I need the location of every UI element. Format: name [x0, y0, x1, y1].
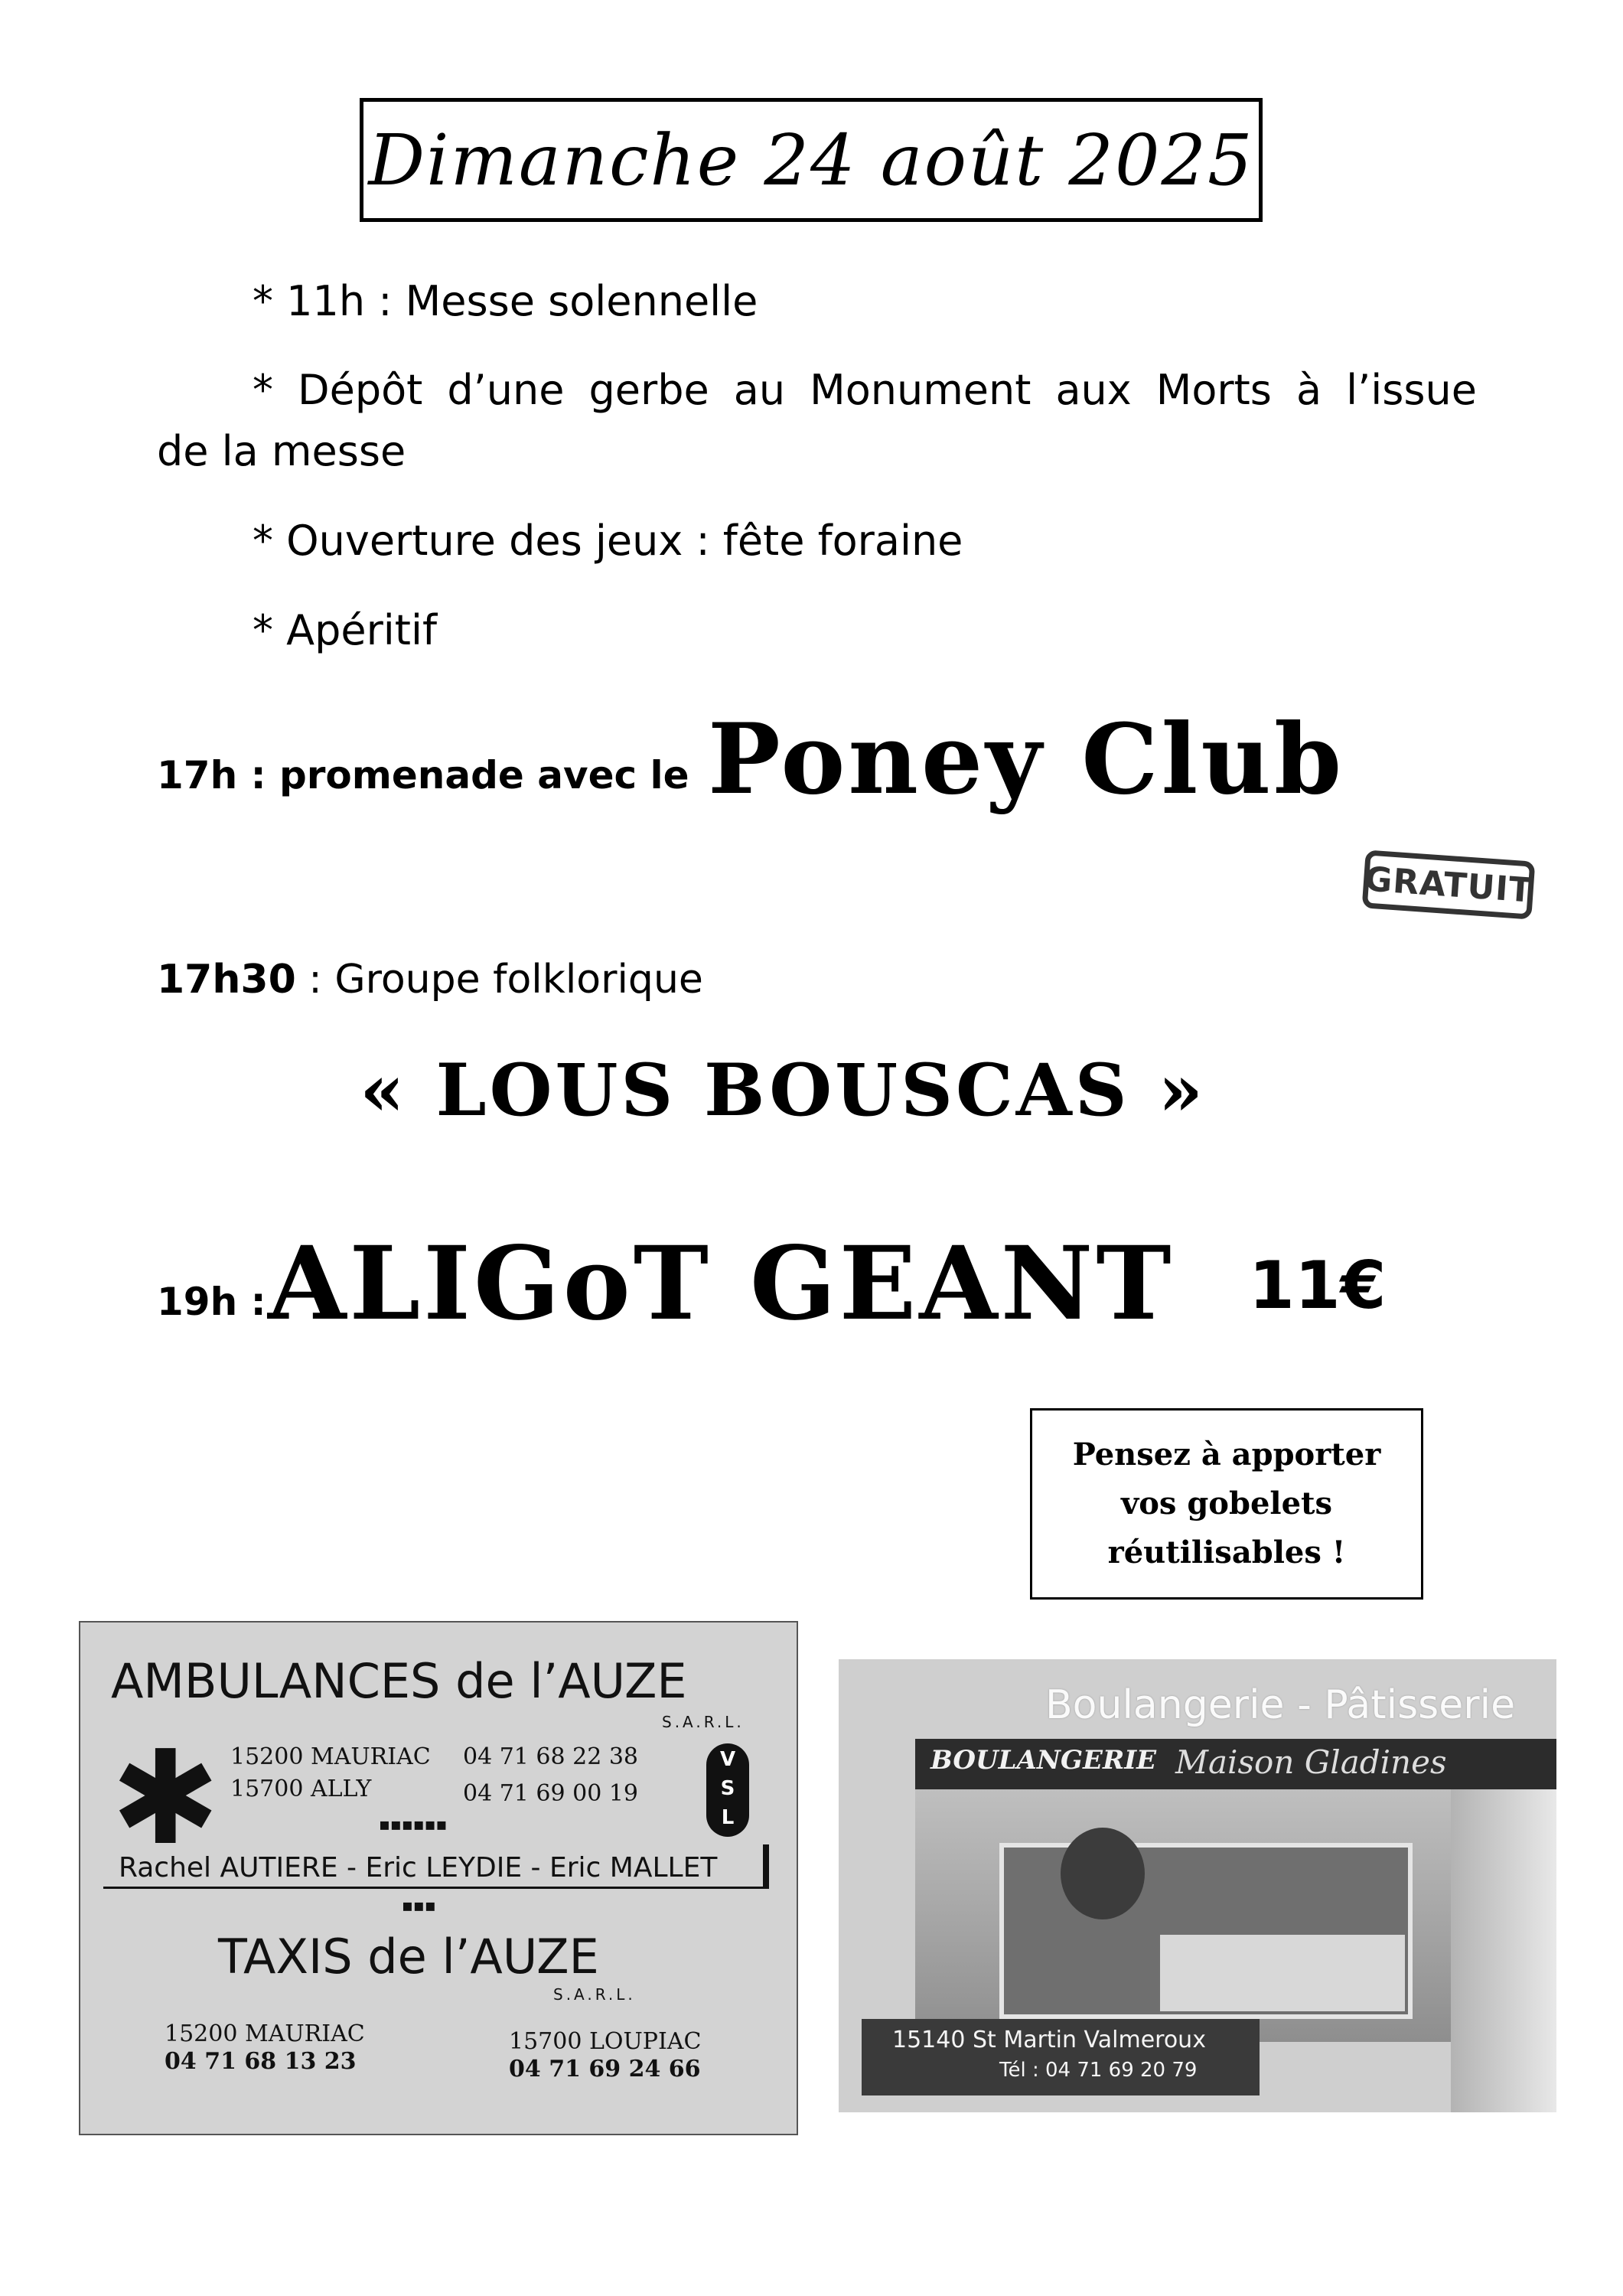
display-counter — [1160, 1935, 1405, 2011]
word: l’issue — [1346, 366, 1477, 414]
bakery-phone: Tél : 04 71 69 20 79 — [999, 2059, 1198, 2082]
ambulance-phone-2: 04 71 69 00 19 — [463, 1780, 639, 1807]
vsl-letter: V — [719, 1748, 736, 1771]
shop-door — [1451, 1789, 1556, 2112]
word: Dépôt — [298, 366, 423, 414]
poney-club-title: Poney Club — [708, 703, 1345, 816]
ambulance-title: AMBULANCES de l’AUZE — [111, 1653, 687, 1709]
taxi-sarl: S.A.R.L. — [553, 1985, 636, 2004]
aligot-price: 11€ — [1249, 1247, 1387, 1324]
cup-reminder-box — [1030, 1408, 1423, 1600]
date-title: Dimanche 24 août 2025 — [368, 119, 1254, 201]
program-item-wreath — [253, 366, 1477, 414]
vsl-letter: L — [721, 1806, 735, 1829]
word: au — [733, 366, 786, 414]
bakery-address: 15140 St Martin Valmeroux — [892, 2027, 1206, 2053]
word: Monument — [810, 366, 1031, 414]
faint-mark: ▪▪▪ — [402, 1896, 436, 1916]
vsl-letter: S — [720, 1777, 735, 1800]
ambulance-city-1: 15200 MAURIAC — [230, 1743, 431, 1770]
word: aux — [1055, 366, 1132, 414]
ambulance-ad — [79, 1621, 798, 2135]
aligot-title: ALIGoT GEANT — [268, 1225, 1175, 1343]
taxi-city-1: 15200 MAURIAC — [165, 2020, 365, 2047]
word: à — [1295, 366, 1322, 414]
word: Morts — [1155, 366, 1272, 414]
taxi-city-2: 15700 LOUPIAC — [509, 2028, 702, 2055]
program-item-wreath-continued: de la messe — [157, 427, 406, 475]
gratuit-stamp — [1362, 850, 1536, 919]
sign-boulangerie: BOULANGERIE — [930, 1745, 1157, 1776]
ambulance-city-2: 15700 ALLY — [230, 1776, 372, 1802]
vsl-badge — [706, 1743, 749, 1837]
stamp-text: GRATUIT — [1363, 859, 1534, 911]
word: gerbe — [588, 366, 709, 414]
ambulance-staff: Rachel AUTIERE - Eric LEYDIE - Eric MALLET — [119, 1852, 718, 1883]
ambulance-sarl: S.A.R.L. — [662, 1713, 745, 1731]
folk-line — [157, 957, 703, 1003]
bakery-header: Boulangerie - Pâtisserie — [1045, 1682, 1516, 1728]
program-item-fair: * Ouverture des jeux : fête foraine — [253, 517, 963, 565]
bakery-ad — [839, 1659, 1556, 2112]
program-item-mass: * 11h : Messe solennelle — [253, 277, 758, 325]
sign-shop-name: Maison Gladines — [1175, 1743, 1447, 1781]
plant-decoration — [1061, 1828, 1145, 1919]
word: * — [253, 366, 273, 414]
taxi-phone-1: 04 71 68 13 23 — [165, 2048, 357, 2075]
poney-time: 17h : promenade avec le — [157, 753, 689, 797]
medical-star-icon: ✱ — [111, 1723, 220, 1874]
word: d’une — [447, 366, 565, 414]
taxi-phone-2: 04 71 69 24 66 — [509, 2056, 701, 2082]
folk-label: : Groupe folklorique — [295, 957, 703, 1003]
folk-time: 17h30 — [157, 957, 296, 1003]
date-banner — [360, 98, 1263, 222]
ambulance-phone-1: 04 71 68 22 38 — [463, 1743, 639, 1770]
taxi-title: TAXIS de l’AUZE — [218, 1929, 599, 1985]
note-line-2: vos gobelets — [1120, 1486, 1333, 1521]
note-line-3: réutilisables ! — [1107, 1534, 1346, 1570]
faint-mark: ▪▪▪▪▪▪ — [379, 1815, 448, 1835]
aligot-time: 19h : — [157, 1280, 266, 1324]
program-item-aperitif: * Apéritif — [253, 606, 437, 654]
lous-bouscas-title: « LOUS BOUSCAS » — [360, 1049, 1207, 1133]
note-line-1: Pensez à apporter — [1072, 1437, 1381, 1473]
